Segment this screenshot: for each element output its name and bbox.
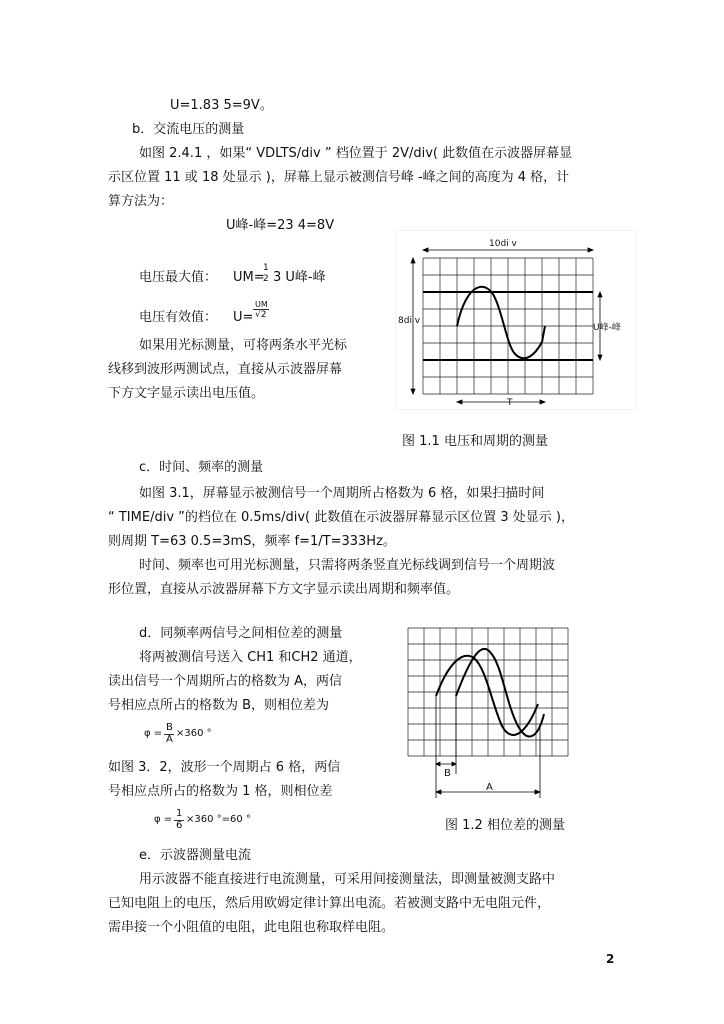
paragraph-line: 需串接一个小阻值的电阻，此电阻也称取样电阻。 bbox=[108, 920, 395, 935]
phi-den: A bbox=[166, 734, 173, 745]
paragraph-line: 已知电阻上的电压，然后用欧姆定律计算出电流。若被测支路中无电阻元件， bbox=[108, 896, 551, 911]
paragraph-line: 用示波器不能直接进行电流测量，可采用间接测量法，即测量被测支路中 bbox=[139, 872, 556, 887]
phi2-rest: ×360 °=60 ° bbox=[186, 814, 251, 825]
fig1-right-label: U峰-峰 bbox=[593, 323, 621, 333]
paragraph-line: 算方法为： bbox=[108, 194, 174, 209]
paragraph-line: 示区位置 11 或 18 处显示 )，屏幕上显示被测信号峰 -峰之间的高度为 4 格，计 bbox=[108, 170, 570, 185]
vrms-den: √2 bbox=[255, 310, 267, 320]
fig1-left-label: 8di v bbox=[398, 316, 421, 326]
phi-rest: ×360 ° bbox=[176, 728, 212, 739]
section-e-heading: e．示波器测量电流 bbox=[139, 848, 251, 863]
phi2-num: 1 bbox=[176, 808, 183, 819]
vrms-num: UM bbox=[255, 300, 268, 309]
formula-vpp-result: U=1.83 5=9V。 bbox=[170, 98, 273, 113]
paragraph-line: 时间、频率也可用光标测量，只需将两条竖直光标线调到信号一个周期波 bbox=[139, 558, 556, 573]
paragraph-line: “ TIME/div ”的档位在 0.5ms/div( 此数值在示波器屏幕显示区位置 3 处显示 )， bbox=[108, 510, 575, 525]
vrms-formula: U= bbox=[233, 310, 254, 325]
paragraph-line: 如图 2.4.1 ，如果“ VDLTS/div ” 档位置于 2V/div( 此数值在示波器屏幕显 bbox=[139, 146, 573, 161]
phi-symbol: φ = bbox=[144, 728, 163, 739]
vmax-formula: UM= bbox=[233, 270, 265, 285]
phi2-symbol: φ = bbox=[154, 814, 173, 825]
phi2-den: 6 bbox=[176, 820, 183, 831]
paragraph-line: 将两被测信号送入 CH1 和CH2 通道， bbox=[139, 650, 362, 665]
vrms-label: 电压有效值： bbox=[139, 310, 218, 325]
section-b-heading: b．交流电压的测量 bbox=[132, 122, 245, 137]
paragraph-line: 下方文字显示读出电压值。 bbox=[108, 386, 265, 401]
paragraph-line: 如果用光标测量，可将两条水平光标 bbox=[139, 338, 348, 353]
paragraph-line: 则周期 T=63 0.5=3mS，频率 f=1/T=333Hz。 bbox=[108, 534, 396, 549]
page-number: 2 bbox=[606, 952, 615, 966]
section-c-heading: c．时间、频率的测量 bbox=[139, 460, 264, 475]
paragraph-line: 如图 3.1，屏幕显示被测信号一个周期所占格数为 6 格，如果扫描时间 bbox=[139, 486, 545, 501]
paragraph-line: 号相应点所占的格数为 B，则相位差为 bbox=[108, 698, 330, 713]
vmax-label: 电压最大值： bbox=[139, 270, 218, 285]
figure-phase-difference bbox=[398, 614, 600, 806]
fig1-bottom-label: T bbox=[507, 398, 513, 408]
figure-1-caption: 图 1.1 电压和周期的测量 bbox=[402, 434, 548, 449]
vmax-rest: 3 U峰-峰 bbox=[273, 270, 326, 285]
fig2-b-label: B bbox=[444, 768, 451, 779]
figure-voltage-period bbox=[395, 230, 637, 410]
fig1-top-label: 10di v bbox=[489, 239, 517, 249]
vmax-frac-num: 1 bbox=[263, 263, 269, 273]
figure-2-caption: 图 1.2 相位差的测量 bbox=[445, 818, 565, 833]
paragraph-line: 形位置，直接从示波器屏幕下方文字显示读出周期和频率值。 bbox=[108, 582, 460, 597]
section-d-heading: d．同频率两信号之间相位差的测量 bbox=[139, 626, 343, 641]
vmax-frac-den: 2 bbox=[263, 274, 269, 284]
formula-upp: U峰-峰=23 4=8V bbox=[226, 218, 335, 233]
phi-num: B bbox=[166, 722, 173, 733]
fig2-a-label: A bbox=[486, 782, 493, 793]
paragraph-line: 如图 3．2，波形一个周期占 6 格，两信 bbox=[108, 760, 341, 775]
paragraph-line: 读出信号一个周期所占的格数为 A，两信 bbox=[108, 674, 343, 689]
paragraph-line: 线移到波形两测试点，直接从示波器屏幕 bbox=[108, 362, 343, 377]
paragraph-line: 号相应点所占的格数为 1 格，则相位差 bbox=[108, 784, 333, 799]
